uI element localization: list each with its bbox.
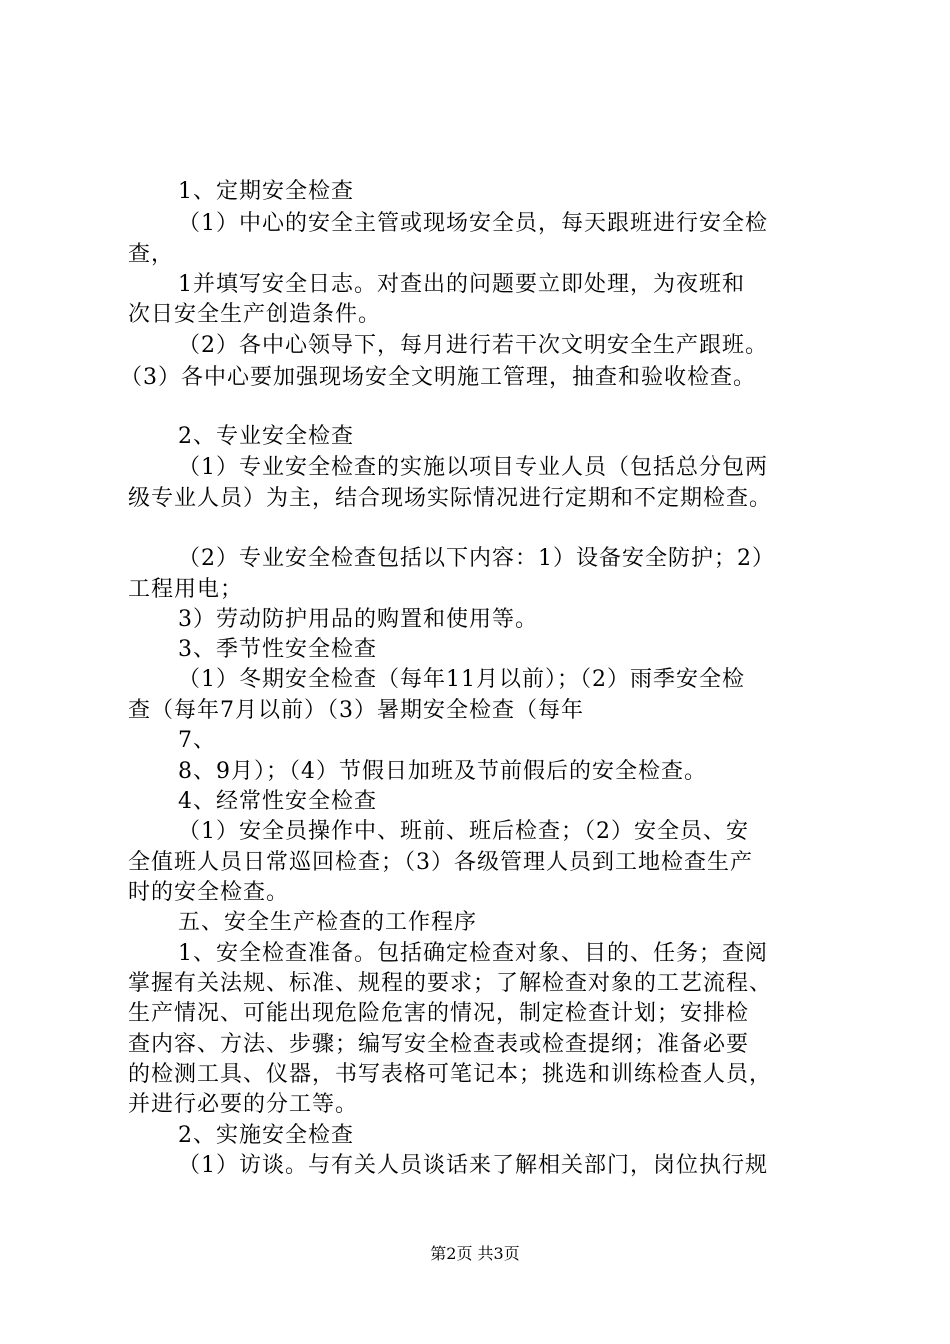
paragraph-line: 查内容、方法、步骤；编写安全检查表或检查提纲；准备必要 (128, 1032, 750, 1057)
paragraph-line: （1）中心的安全主管或现场安全员，每天跟班进行安全检 (178, 211, 768, 236)
paragraph-line: （2）各中心领导下，每月进行若干次文明安全生产跟班。 (178, 333, 768, 358)
heading-professional-check: 2、专业安全检查 (178, 424, 354, 449)
paragraph-line: （1）访谈。与有关人员谈话来了解相关部门，岗位执行规 (178, 1153, 768, 1178)
paragraph-line: 全值班人员日常巡回检查；（3）各级管理人员到工地检查生产 (128, 850, 753, 875)
heading-periodic-check: 1、定期安全检查 (178, 179, 354, 204)
paragraph-line: 工程用电； (128, 577, 244, 602)
paragraph-line: 1并填写安全日志。对查出的问题要立即处理，为夜班和 (178, 272, 745, 297)
paragraph-line: 生产情况、可能出现危险危害的情况，制定检查计划；安排检 (128, 1001, 750, 1026)
paragraph-line: （1）冬期安全检查（每年11月以前）；（2）雨季安全检 (178, 667, 745, 692)
paragraph-line: 7、 (178, 728, 216, 753)
paragraph-line: （1）专业安全检查的实施以项目专业人员（包括总分包两 (178, 455, 768, 480)
paragraph-line: 掌握有关法规、标准、规程的要求；了解检查对象的工艺流程、 (128, 971, 773, 996)
paragraph-line: 时的安全检查。 (128, 880, 290, 905)
paragraph-line: （3）各中心要加强现场安全文明施工管理，抽查和验收检查。 (120, 365, 756, 390)
paragraph-line: 并进行必要的分工等。 (128, 1092, 359, 1117)
paragraph-line: 的检测工具、仪器，书写表格可笔记本；挑选和训练检查人员， (128, 1062, 773, 1087)
paragraph-line: （2）专业安全检查包括以下内容：1）设备安全防护；2） (178, 546, 775, 571)
heading-work-procedure: 五、安全生产检查的工作程序 (178, 910, 478, 935)
paragraph-line: 查， (128, 242, 175, 267)
paragraph-line: 次日安全生产创造条件。 (128, 302, 382, 327)
heading-implement-check: 2、实施安全检查 (178, 1123, 354, 1148)
paragraph-line: 查（每年7月以前）（3）暑期安全检查（每年 (128, 698, 584, 723)
heading-seasonal-check: 3、季节性安全检查 (178, 637, 377, 662)
paragraph-line: 3）劳动防护用品的购置和使用等。 (178, 607, 538, 632)
paragraph-line: 级专业人员）为主，结合现场实际情况进行定期和不定期检查。 (128, 486, 773, 511)
paragraph-line: 8、9月）；（4）节假日加班及节前假后的安全检查。 (178, 759, 707, 784)
heading-routine-check: 4、经常性安全检查 (178, 789, 377, 814)
page-number-footer: 第2页 共3页 (430, 1244, 520, 1263)
paragraph-line: 1、安全检查准备。包括确定检查对象、目的、任务；查阅 (178, 941, 768, 966)
paragraph-line: （1）安全员操作中、班前、班后检查；（2）安全员、安 (178, 819, 749, 844)
